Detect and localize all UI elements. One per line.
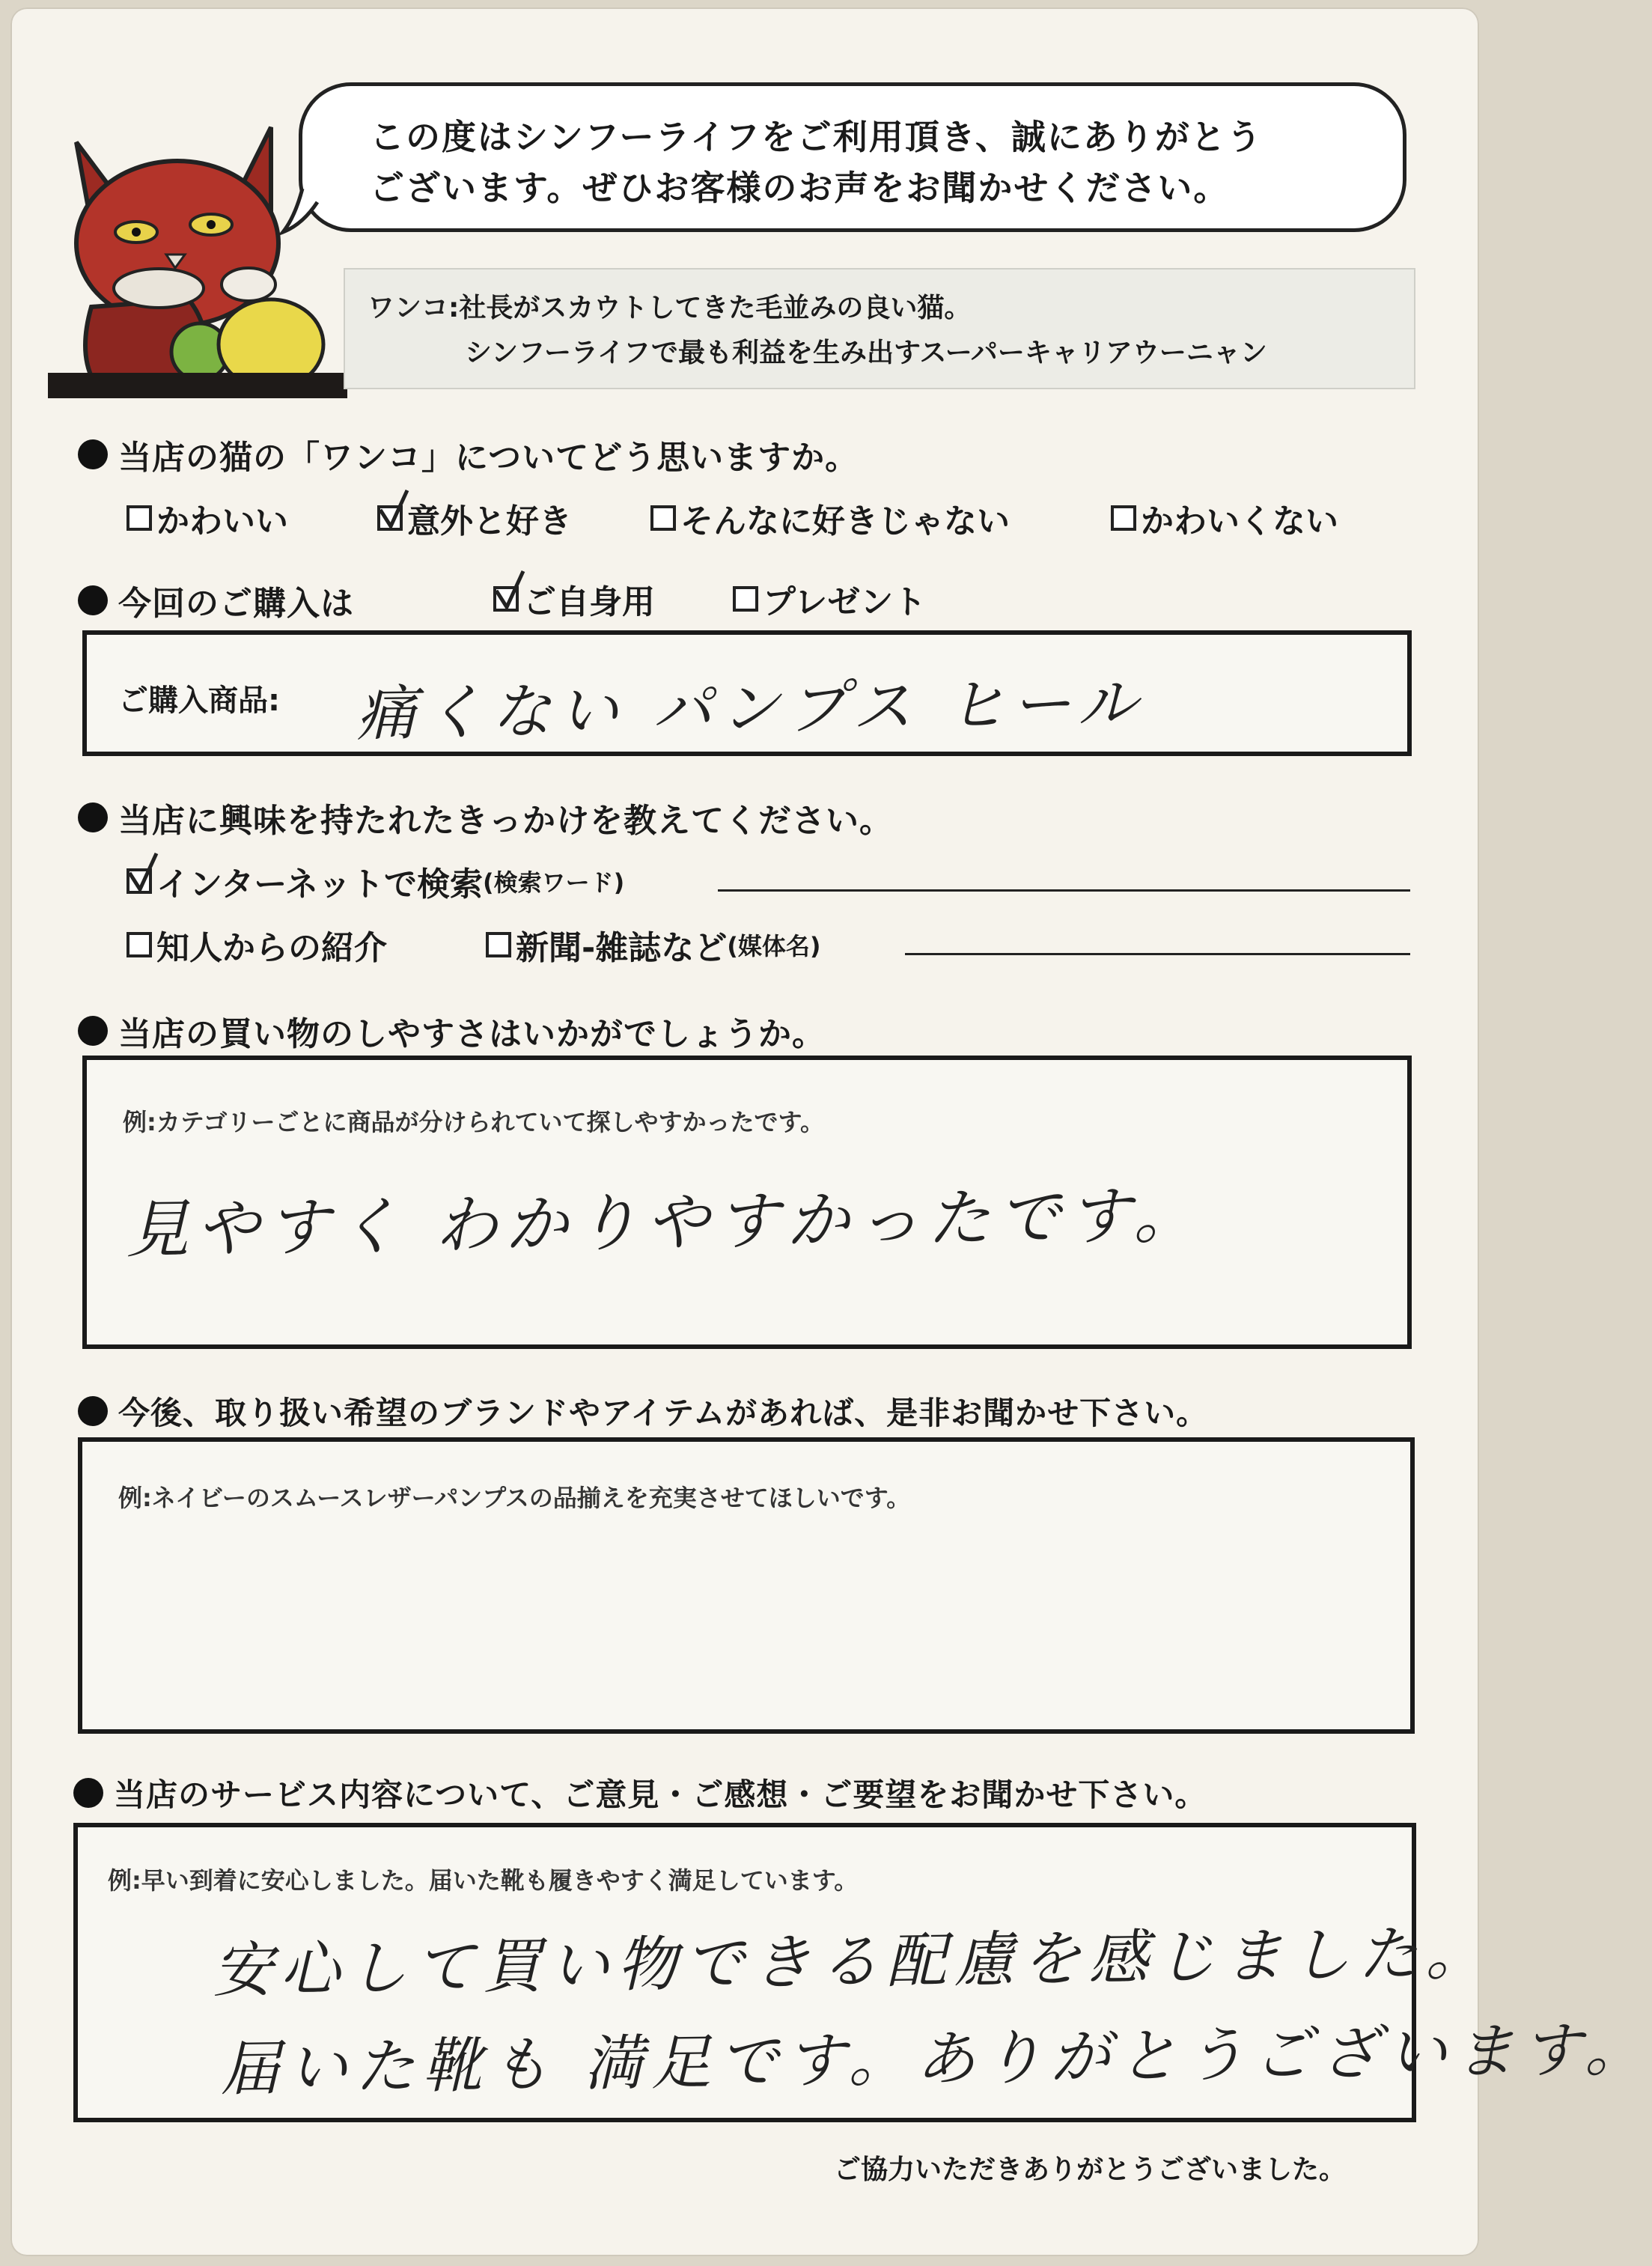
product-value[interactable]: 痛くない パンプス ヒール [356,668,1145,749]
q6-answer-line-1: 安心して買い物できる配慮を感じました。 [212,1918,1493,2005]
greeting-line-1: この度はシンフーライフをご利用頂き、誠にありがとう [370,117,1263,157]
q3-option-1[interactable]: インターネットで検索 (検索ワード) [127,857,624,905]
q6-heading [73,1770,1207,1815]
q1-option-4[interactable]: かわいくない [1111,494,1338,542]
q3-heading [78,794,893,841]
wanko-line-2: シンフーライフで最も利益を生み出すスーパーキャリアウーニャン [465,338,1267,368]
media-name-line[interactable] [905,953,1410,955]
q3-option-3[interactable]: 新聞-雑誌など (媒体名) [486,921,821,969]
q4-answer: 見やすく わかりやすかったです。 [125,1178,1204,1267]
q1-heading [78,430,859,478]
q5-answer-box[interactable] [78,1437,1415,1734]
checkbox[interactable] [127,505,152,531]
q6-answer-box[interactable] [73,1823,1652,2122]
q1-option-1[interactable]: かわいい [127,494,288,542]
bullet-icon [78,1016,108,1046]
checkbox[interactable] [486,932,511,957]
q4-example: 例:カテゴリーごとに商品が分けられていて探しやすかったです。 [123,1108,824,1136]
handwritten-check-icon [127,850,173,898]
checkbox[interactable] [127,932,152,957]
q3-option-2[interactable]: 知人からの紹介 [127,921,387,969]
wanko-label: ワンコ [368,293,449,323]
checkbox-checked[interactable] [127,868,152,894]
checkbox[interactable] [733,586,758,612]
handwritten-check-icon [377,487,424,535]
greeting-bubble [299,82,1406,232]
q2-option-2[interactable]: プレゼント [733,575,926,623]
q4-answer-box[interactable] [82,1056,1412,1349]
q1-option-2[interactable]: 意外と好き [377,494,572,542]
bullet-icon [78,439,108,469]
product-box [82,630,1412,756]
checkbox-checked[interactable] [377,505,403,531]
q1-text: 当店の猫の「ワンコ」についてどう思いますか。 [118,439,859,477]
greeting-line-2: ございます。ぜひお客様のお声をお聞かせください。 [370,168,1230,208]
q4-heading [78,1007,826,1055]
cat-shelf [48,373,347,398]
q3-text: 当店に興味を持たれたきっかけを教えてください。 [118,802,893,840]
q1-option-3[interactable]: そんなに好きじゃない [650,494,1010,542]
wanko-description [344,268,1415,389]
survey-card [10,7,1652,2256]
checkbox[interactable] [1111,505,1136,531]
checkbox[interactable] [650,505,676,531]
bullet-icon [78,585,108,615]
q2-heading [78,576,354,624]
bullet-icon [78,802,108,832]
q6-answer-line-2: 届いた靴も 満足です。ありがとうございます。 [219,2014,1652,2104]
bubble-tail [280,187,325,240]
bullet-icon [73,1778,103,1808]
footer-thanks: ご協力いただきありがとうございました。 [834,2154,1347,2185]
q6-text: 当店のサービス内容について、ご意見・ご感想・ご要望をお聞かせ下さい。 [114,1776,1207,1813]
handwritten-check-icon [493,568,540,616]
checkbox-checked[interactable] [493,586,519,612]
q4-text: 当店の買い物のしやすさはいかがでしょうか。 [118,1015,826,1053]
q2-text: 今回のご購入は [118,585,354,623]
q5-text: 今後、取り扱い希望のブランドやアイテムがあれば、是非お聞かせ下さい。 [118,1395,1209,1431]
q6-example: 例:早い到着に安心しました。届いた靴も履きやすく満足しています。 [108,1866,859,1895]
bullet-icon [78,1396,108,1426]
wanko-line-1: :社長がスカウトしてきた毛並みの良い猫。 [448,293,972,323]
q2-option-1[interactable]: ご自身用 [493,575,655,623]
q5-example: 例:ネイビーのスムースレザーパンプスの品揃えを充実させてほしいです。 [118,1484,911,1512]
search-word-line[interactable] [718,889,1410,892]
q5-heading [78,1389,1208,1434]
product-label: ご購入商品: [118,683,280,718]
